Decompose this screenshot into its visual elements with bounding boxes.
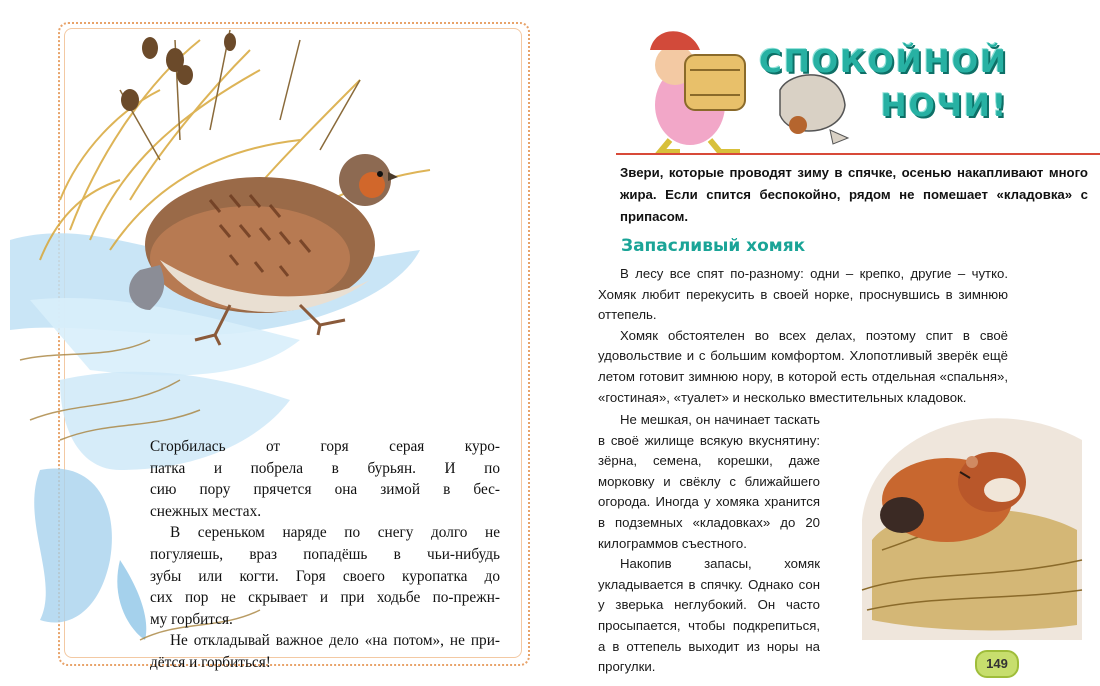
page-title (759, 40, 1008, 128)
title-divider (616, 153, 1100, 155)
poem-line: патка и побрела в бурьян. И по (150, 459, 500, 477)
poem-line: погуляешь, враз попадёшь в чьи-нибудь (150, 545, 500, 563)
poem-line: му горбится. (150, 610, 233, 628)
title-line: НОЧИ! (880, 88, 1008, 124)
poem-line: В сереньком наряде по снегу долго не (170, 524, 500, 542)
article-column (598, 410, 820, 678)
poem-line: зубы или когти. Горя своего куропатка до (150, 567, 500, 585)
title-line: СПОКОЙНОЙ (759, 44, 1008, 80)
paragraph: Хомяк обстоятелен во всех делах, поэтому спит в своё удовольствие и с большим комфортом. Хлопотливый зверёк ещё летом готовит зимнюю нору, в которой есть отдельная «спальня», «гостиная», «туалет» и несколько вместительных кладовок. (598, 327, 1008, 405)
poem-line: сих пор не скрывает и при ходьбе по-прежн- (150, 589, 500, 607)
hamster-illustration (842, 390, 1097, 640)
poem-text (150, 436, 500, 674)
section-heading: Запасливый хомяк (621, 236, 806, 256)
article-body (598, 264, 1008, 408)
poem-line: сию пору прячется она зимой в бес- (150, 481, 500, 499)
paragraph: Не мешкая, он начинает таскать в своё жилище всякую вкуснятину: зёрна, семена, корешки, даже морковку и свёклу с ближайшего огорода. Иногда у хомяка хранится в подземных «кладовках» до 20 килограммов съестного. (598, 412, 820, 551)
page-number-badge: 149 (975, 650, 1019, 678)
poem-line: дётся и горбиться! (150, 653, 271, 671)
intro-paragraph: Звери, которые проводят зиму в спячке, осенью накапливают много жира. Если спится беспокойно, рядом не помешает «кладовка» с припасом. (620, 165, 1088, 224)
poem-line: Не откладывай важное дело «на потом», не при- (170, 632, 500, 650)
poem-line: Сгорбилась от горя серая куро- (150, 438, 500, 455)
paragraph: Накопив запасы, хомяк укладывается в спячку. Однако сон у зверька неглубокий. Он часто просыпается, чтобы подкрепиться, а в оттепель выходит из норы на прогулки. (598, 556, 820, 675)
poem-line: снежных местах. (150, 502, 262, 520)
paragraph: В лесу все спят по-разному: одни – крепко, другие – чутко. Хомяк любит перекусить в своей норке, проснувшись в зимнюю оттепель. (598, 266, 1008, 323)
